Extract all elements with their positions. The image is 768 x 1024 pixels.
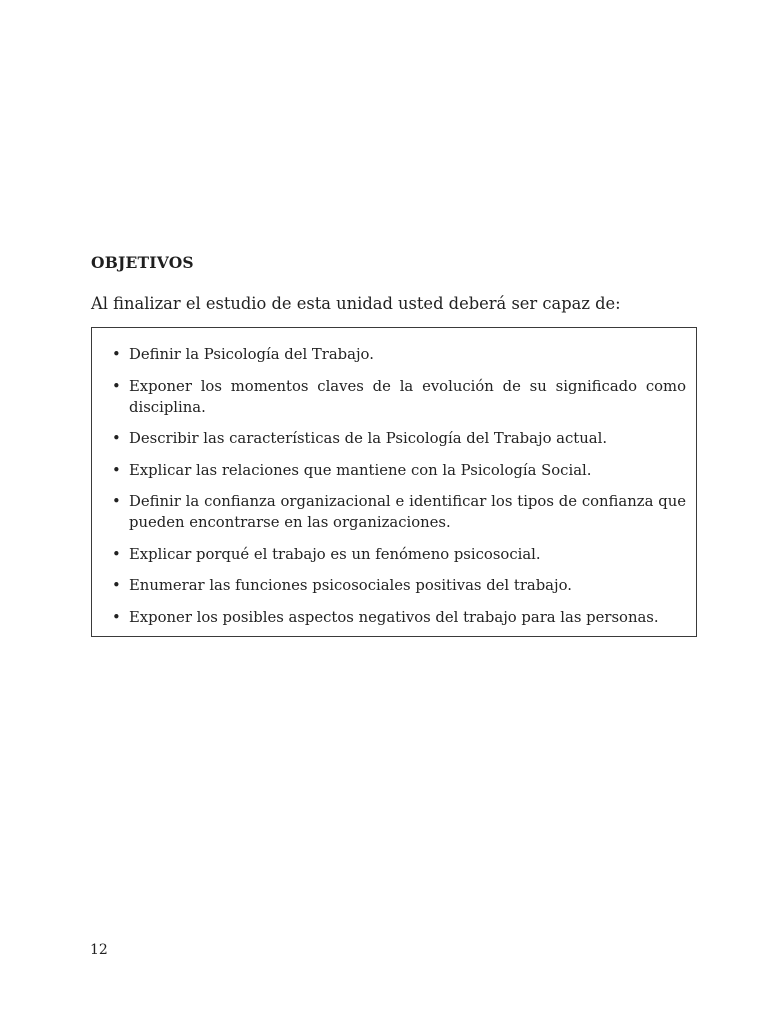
bullet-icon: •: [112, 608, 121, 626]
objective-text: Definir la Psicología del Trabajo.: [129, 346, 374, 363]
bullet-icon: •: [112, 377, 121, 395]
objective-text: Exponer los momentos claves de la evolución de su significado como disciplina.: [129, 377, 686, 416]
objective-item: [106, 544, 686, 565]
bullet-icon: •: [112, 577, 121, 594]
objective-text: Enumerar las funciones psicosociales positivas del trabajo.: [129, 577, 572, 594]
objective-item: [106, 376, 686, 418]
intro-text: Al finalizar el estudio de esta unidad usted deberá ser capaz de:: [91, 294, 621, 313]
bullet-icon: •: [112, 430, 121, 447]
objective-text: Describir las características de la Psicología del Trabajo actual.: [129, 430, 608, 447]
bullet-icon: •: [112, 461, 121, 479]
objective-text: Exponer los posibles aspectos negativos del trabajo para las personas.: [129, 608, 659, 626]
objectives-list: [106, 344, 686, 638]
objective-text: Explicar las relaciones que mantiene con la Psicología Social.: [129, 461, 592, 479]
objective-text: Explicar porqué el trabajo es un fenómeno psicosocial.: [129, 545, 541, 563]
page-number: 12: [90, 942, 108, 958]
objective-text: Definir la confianza organizacional e identificar los tipos de confianza que pueden encontrarse en las organizaciones.: [129, 493, 686, 531]
objective-item: [106, 491, 686, 533]
bullet-icon: •: [112, 545, 121, 563]
objective-item: [106, 428, 686, 449]
objective-item: [106, 344, 686, 365]
objective-item: [106, 575, 686, 596]
objective-item: [106, 460, 686, 481]
section-heading: OBJETIVOS: [91, 253, 194, 272]
objective-item: [106, 607, 686, 628]
bullet-icon: •: [112, 493, 121, 510]
objectives-box: [91, 327, 697, 637]
bullet-icon: •: [112, 346, 121, 363]
